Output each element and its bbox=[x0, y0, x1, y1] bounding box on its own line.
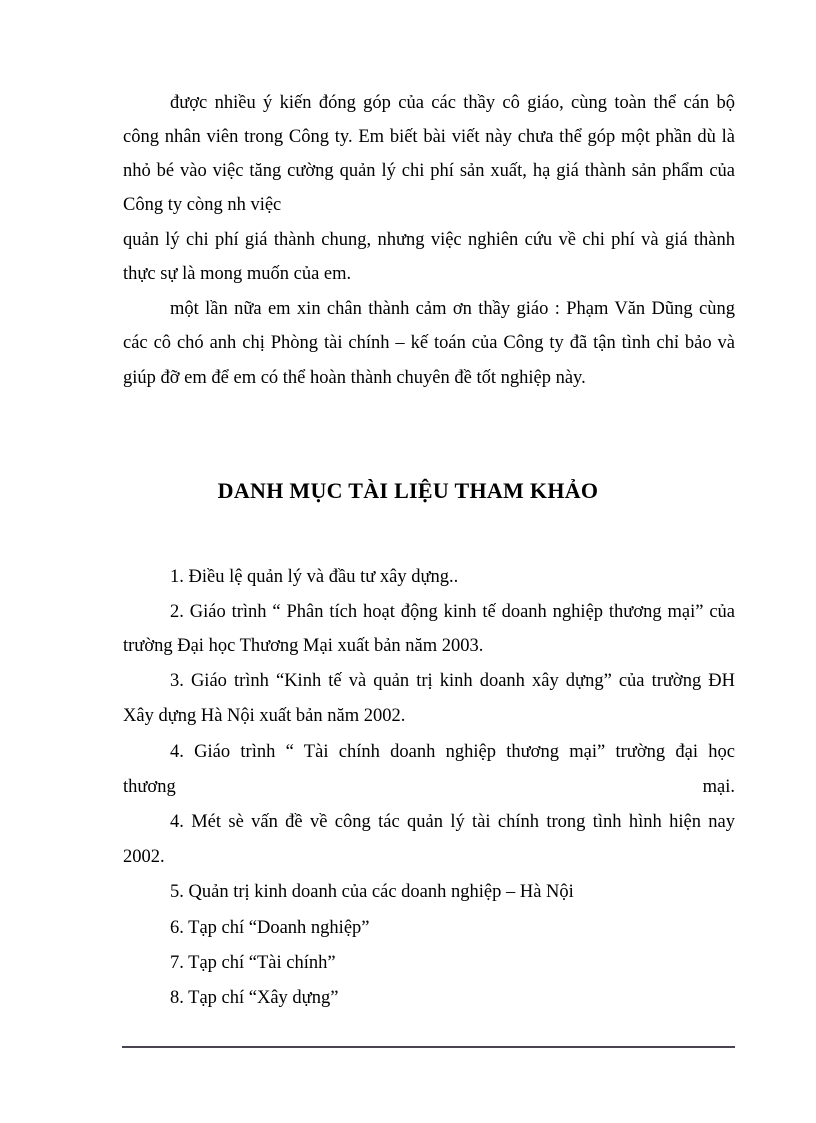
reference-item: trường Đại học Thương Mại xuất bản năm 2003. bbox=[123, 636, 484, 656]
text-line: Công ty còng nh việc bbox=[123, 195, 282, 215]
reference-item: 4. Giáo trình “ Tài chính doanh nghiệp thương mại” trường đại học bbox=[170, 742, 735, 762]
reference-item: 3. Giáo trình “Kinh tế và quản trị kinh doanh xây dựng” của trường ĐH bbox=[170, 671, 735, 691]
references-heading: DANH MỤC TÀI LIỆU THAM KHẢO bbox=[217, 478, 599, 503]
text-line: công nhân viên trong Công ty. Em biết bài viết này chưa thể góp một phần dù là bbox=[123, 127, 735, 147]
reference-item: 4. Mét sè vấn đề về công tác quản lý tài chính trong tình hình hiện nay bbox=[170, 812, 735, 832]
text-line: một lần nữa em xin chân thành cảm ơn thầy giáo : Phạm Văn Dũng cùng bbox=[170, 299, 735, 319]
reference-item: Xây dựng Hà Nội xuất bản năm 2002. bbox=[123, 706, 406, 726]
text-line: các cô chó anh chị Phòng tài chính – kế toán của Công ty đã tận tình chỉ bảo và bbox=[123, 333, 735, 353]
text-line: nhỏ bé vào việc tăng cường quản lý chi phí sản xuất, hạ giá thành sản phẩm của bbox=[123, 161, 735, 181]
reference-item: 1. Điều lệ quản lý và đầu tư xây dựng.. bbox=[170, 567, 459, 587]
reference-item: 2002. bbox=[123, 847, 165, 867]
text-line: được nhiều ý kiến đóng góp của các thầy cô giáo, cùng toàn thể cán bộ bbox=[170, 93, 735, 113]
text-line: thực sự là mong muốn của em. bbox=[123, 264, 352, 284]
reference-item: 2. Giáo trình “ Phân tích hoạt động kinh tế doanh nghiệp thương mại” của bbox=[170, 602, 735, 622]
reference-item: 6. Tạp chí “Doanh nghiệp” bbox=[170, 918, 370, 938]
text-line: giúp đỡ em để em có thể hoàn thành chuyên đề tốt nghiệp này. bbox=[123, 368, 586, 388]
reference-item: 8. Tạp chí “Xây dựng” bbox=[170, 988, 339, 1008]
reference-item: 5. Quản trị kinh doanh của các doanh nghiệp – Hà Nội bbox=[170, 882, 574, 902]
footer-divider bbox=[122, 1046, 735, 1048]
reference-item: 7. Tạp chí “Tài chính” bbox=[170, 953, 336, 973]
reference-item: thương bbox=[123, 777, 176, 797]
text-line: quản lý chi phí giá thành chung, nhưng việc nghiên cứu về chi phí và giá thành bbox=[123, 230, 735, 250]
reference-item: mại. bbox=[702, 777, 735, 797]
